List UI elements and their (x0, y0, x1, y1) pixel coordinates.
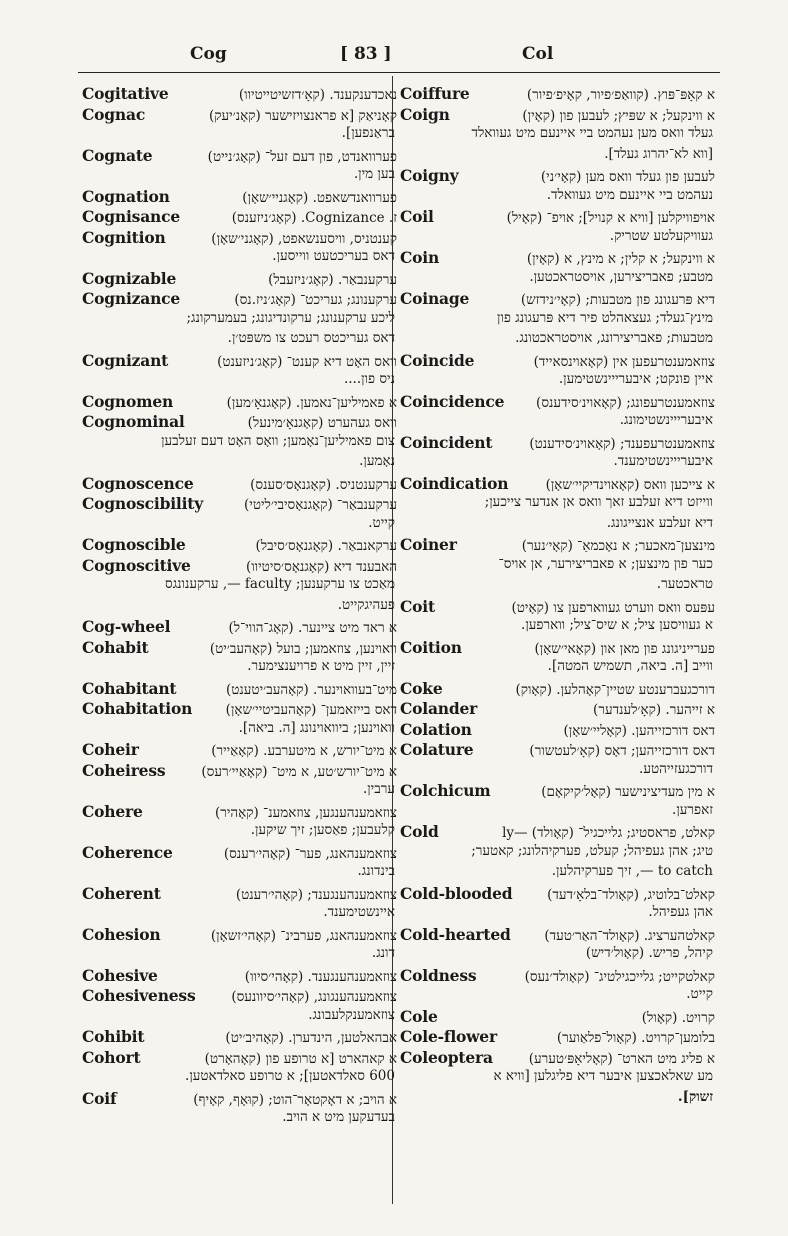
dictionary-entry (400, 781, 715, 822)
entry-first-line (400, 433, 715, 454)
headword: Coheiress (82, 760, 166, 780)
entry-first-line (400, 740, 715, 761)
headword: Cognac (82, 104, 146, 124)
definition-continuation: דאס בעריכטעט ווייסען. (272, 248, 395, 264)
dictionary-entry (82, 740, 397, 761)
headword: Cold-hearted (400, 924, 511, 944)
dictionary-entry (82, 228, 397, 269)
dictionary-entry (400, 638, 715, 679)
dictionary-entry (400, 474, 715, 536)
definition-continuation: מע שאלאכצען איבער דיא פליגלען [וויא א (493, 1068, 713, 1084)
headword: Coke (400, 678, 443, 698)
entry-first-line (82, 925, 397, 946)
left-column (82, 84, 397, 1130)
entry-first-line (400, 474, 715, 495)
headword: Cognizant (82, 350, 169, 370)
definition-continuation: ערבין. (362, 781, 395, 797)
definition-text: וואס געהערט (קאָגנאָ׳מינעל) (247, 415, 397, 431)
definition-continuation: א געוויסען ציל; א שיס־ציל; ווארפען. (521, 617, 713, 633)
dictionary-entry (82, 556, 397, 618)
definition-continuation: וואוינען; ביוואוינונג [ה. ביאה]. (238, 719, 395, 736)
definition-continuation: ניס פון.... (343, 371, 395, 387)
definition-continuation: מטבעות; פאבריצירונג, אויסטראכטונג. (515, 330, 713, 346)
headword: Coit (400, 596, 435, 616)
headword: Coinage (400, 289, 470, 308)
definition-text: א מין מעדיצינישער (קאָל׳קיקאָם) (541, 784, 715, 800)
dictionary-entry (82, 966, 397, 987)
entry-first-line (82, 884, 397, 905)
definition-continuation: קייט. (686, 986, 713, 1002)
definition-continuation: מטבע; פאבריצירען, אויסטראכטען. (529, 268, 713, 285)
dictionary-entry (82, 474, 397, 495)
dictionary-entry (400, 597, 715, 638)
dictionary-entry (82, 84, 397, 105)
entry-first-line (82, 761, 397, 782)
headword: Colation (400, 719, 472, 739)
entry-first-line (400, 392, 715, 413)
entry-first-line (82, 617, 397, 638)
dictionary-entry (400, 740, 715, 781)
dictionary-entry (82, 535, 397, 556)
entry-first-line (82, 638, 397, 659)
definition-continuation: צוזאמענקלעבונג. (308, 1006, 395, 1023)
definition-continuation: נעהמט ביי איינעם מיט געוואלד. (546, 186, 713, 203)
definition-text: א מיט־יורש׳טע, א מיט־ (קאָאַיי׳רעס) (201, 763, 397, 780)
dictionary-entry (82, 105, 397, 146)
definition-text: קאלטהערציג. (קאָולד־האַר׳טעד) (544, 927, 715, 944)
header-rule (78, 72, 720, 73)
entry-first-line (82, 84, 397, 105)
definition-continuation: מאַכט צו ערקענען; faculty —, ערקענונגס (165, 576, 395, 592)
headword: Cole-flower (400, 1027, 497, 1046)
dictionary-entry (400, 699, 715, 720)
dictionary-entry (400, 1048, 715, 1110)
dictionary-entry (400, 166, 715, 207)
definition-continuation: ליכע ערקענונג; ערקונדיגונג; בעמערקונג; (186, 309, 395, 326)
dictionary-entry (400, 351, 715, 392)
definition-text: קאלטקייט; גלייכגילטיג־ (קאָולד׳נעס) (524, 968, 715, 985)
definition-text: וואוינען, צוזאמען; בועל (קאָהעב׳יט) (209, 640, 397, 657)
entry-first-line (82, 1027, 397, 1048)
dictionary-entry (82, 494, 397, 535)
definition-text: צוזאמענטרעפענד; (קאָאוינ׳סידענט) (529, 435, 715, 452)
definition-text: דאס בייזאמען־ (קאָהעביטיי׳שאָן) (225, 702, 397, 718)
entry-first-line (82, 699, 397, 720)
definition-text: לעבען פון געלד וואס מען (קאָי׳ני) (540, 169, 715, 185)
headword: Coherent (82, 883, 161, 903)
definition-text: א הויב; א דאָקטאָר־הוט; (קוּאָף, קאָיף) (193, 1091, 397, 1108)
entry-first-line (400, 638, 715, 659)
entry-first-line (82, 740, 397, 761)
headword: Cognizance (82, 289, 181, 308)
entry-first-line (400, 207, 715, 228)
entry-first-line (400, 1027, 715, 1048)
dictionary-entry (82, 884, 397, 925)
definition-continuation: בראַנפען]. (341, 125, 395, 141)
headword: Coleoptera (400, 1047, 493, 1067)
headword: Coldness (400, 965, 477, 985)
headword: Colature (400, 740, 474, 759)
headword: Cognoscibility (82, 494, 204, 513)
definition-continuation: זיין, זיין מיט א פרויענצימער. (247, 658, 395, 674)
headword: Cohabit (82, 637, 149, 657)
dictionary-entry (82, 351, 397, 392)
definition-continuation: דורכגעזייהטע. (639, 760, 713, 777)
definition-text: צוזאמענהענגענד. (קאָהי׳סיוו) (244, 968, 397, 985)
definition-continuation: איין פונקט; איבערייינשטימען. (558, 371, 713, 387)
definition-continuation: אהן געפיהל. (648, 904, 713, 920)
definition-text: א מיט־יורש, א מיטערבע. (קאָאַייר) (211, 743, 397, 759)
definition-text: האבענד דיא (קאָגנאָס׳סיטיוו) (245, 558, 397, 575)
definition-continuation: מינץ־געלד; געצאהלט פיר דיא פּרעגונג פון (497, 309, 713, 326)
definition-text: דאס דורכזייהען. (קאָליי׳שאָן) (563, 722, 715, 739)
dictionary-entry (82, 802, 397, 843)
definition-text: מינצען־מאכער; א נאָכמאַ־ (קאָי׳נער) (521, 538, 715, 554)
entry-first-line (82, 207, 397, 228)
entry-first-line (82, 105, 397, 126)
definition-continuation: איבערייינשטימענד. (613, 453, 713, 469)
entry-first-line (82, 269, 397, 290)
headword: Coheir (82, 740, 139, 759)
dictionary-entry (400, 925, 715, 966)
dictionary-entry (82, 392, 397, 413)
definition-text: א זייהער. (קאָ׳לענדער) (593, 702, 715, 718)
definition-continuation: איבערייינשטימונג. (619, 412, 713, 428)
headword: Coigny (400, 166, 459, 185)
headword: Cohere (82, 801, 143, 821)
headword: Cold (400, 822, 439, 841)
entry-first-line (82, 1048, 397, 1069)
headword: Cohesiveness (82, 986, 196, 1005)
headword: Coition (400, 637, 462, 657)
definition-continuation: כער פון מינצען; א פאבריצירער, אן אויס־ (498, 555, 713, 572)
entry-first-line (400, 248, 715, 269)
definition-text: וואס האָט דיא קענט־ (קאָג׳ניזענט) (217, 353, 397, 370)
definition-continuation: זאפרען. (672, 801, 713, 818)
headword: Coincide (400, 350, 475, 370)
entry-first-line (82, 474, 397, 495)
entry-first-line (400, 289, 715, 310)
headword: Coin (400, 248, 440, 267)
entry-first-line (400, 966, 715, 987)
dictionary-entry (400, 433, 715, 474)
definition-text: קרויט. (קאָול) (641, 1009, 715, 1026)
headword: Cognomen (82, 391, 174, 411)
definition-text: קאלט־בלוטיג, (קאָולד־בלאָ׳דעד) (547, 886, 715, 903)
definition-text: צוזאמענהענגונג, (קאָהי׳סיוונעס) (231, 989, 397, 1005)
definition-text: ערקענונג; געריכט־ (קאָג׳ניז.נס) (234, 292, 397, 308)
dictionary-entry (82, 638, 397, 679)
dictionary-entry (400, 966, 715, 1007)
definition-text: אבהאלטען, הינדערן. (קאָהיב׳יט) (225, 1030, 397, 1046)
headword: Cognate (82, 145, 153, 165)
dictionary-entry (82, 843, 397, 884)
definition-text: א פליג מיט הארט־ (קאָליאָפּ׳טערע) (528, 1050, 715, 1067)
entry-first-line (400, 351, 715, 372)
definition-continuation: דונג. (371, 945, 395, 961)
definition-text: צוזאמענהענגען, צוזאמענ־ (קאָהיר) (214, 804, 397, 821)
entry-first-line (82, 392, 397, 413)
right-column (400, 84, 715, 1109)
definition-text: קאלט, פראסטיג; גלייכגיל־ (קאָולד) —ly (502, 825, 715, 841)
definition-continuation: פעהיגקייט. (337, 596, 395, 613)
definition-text: קענטניס, וויסענשאפט, (קאָגני׳שאָן) (211, 230, 397, 247)
dictionary-entry (400, 884, 715, 925)
entry-first-line (82, 679, 397, 700)
headword: Cognoscible (82, 535, 186, 554)
definition-continuation: בינדונג. (357, 863, 395, 879)
entry-first-line (82, 351, 397, 372)
entry-first-line (82, 1089, 397, 1110)
definition-text: א קאָפּ־פּוץ. (קוואַפ׳פיור, קאָיפ׳פיור) (526, 87, 715, 103)
definition-continuation: [ווא לא־יהרוג געלד]. (604, 145, 713, 162)
entry-first-line (82, 289, 397, 310)
headword: Cole (400, 1006, 438, 1026)
headword: Coif (82, 1088, 117, 1108)
dictionary-entry (400, 679, 715, 700)
definition-text: א פאמיליען־נאמען. (קאָגנאָ׳מען) (226, 394, 397, 411)
definition-continuation: קלעבען; פאַסען; זיך שיקען. (250, 822, 395, 838)
running-head-right: Col (522, 44, 554, 64)
headword: Coincident (400, 432, 493, 452)
definition-continuation: to catch —, זיך פערקיהלען. (551, 863, 713, 879)
entry-first-line (82, 802, 397, 823)
definition-text: פערוואנדט, פון דעם זעל־ (קאָג׳נייט) (207, 148, 397, 165)
headword: Cog-wheel (82, 617, 171, 636)
definition-text: פערוואנדשאפט. (קאָגניי׳שאָן) (242, 189, 397, 206)
headword: Cohort (82, 1047, 141, 1067)
entry-first-line (82, 843, 397, 864)
headword: Colchicum (400, 781, 491, 800)
entry-first-line (82, 228, 397, 249)
headword: Coherence (82, 842, 173, 862)
headword: Coindication (400, 473, 509, 493)
entry-first-line (400, 884, 715, 905)
definition-continuation: נאָמען. (359, 453, 395, 469)
dictionary-entry (82, 761, 397, 802)
dictionary-entry (400, 392, 715, 433)
definition-text: דורכגעברענטע שטיין־קאָהלען. (קאָוק) (515, 681, 715, 698)
dictionary-entry (400, 84, 715, 105)
definition-text: צוזאמענהאנג, פער־ (קאָהי׳רענס) (223, 845, 397, 862)
definition-continuation: זשוק]. (677, 1088, 713, 1105)
definition-continuation: 600 סאלדאטען]; א טרופע סאלדאטען. (185, 1068, 395, 1084)
headword: Cognizable (82, 268, 177, 288)
definition-text: נאכדענקענד. (קאָ׳דזשיטייטיוו) (238, 87, 397, 103)
running-head-left: Cog (190, 44, 227, 64)
dictionary-entry (82, 986, 397, 1027)
dictionary-entry (82, 187, 397, 208)
entry-first-line (400, 84, 715, 105)
definition-continuation: דאס געריכטס רעכט צו משפּט׳ן. (227, 330, 395, 346)
dictionary-entry (400, 535, 715, 597)
definition-text: א קאהארט [א טרופע פון (קאָהאָרט) (204, 1050, 397, 1067)
definition-continuation: ווייב [ה. ביאה, תשמיש המטה]. (547, 658, 713, 674)
definition-text: ז. Cognizance. (קאָג׳ניזענס) (231, 210, 397, 226)
definition-continuation: געלד וואס מען נעהמט ביי איינעם מיט געוואלד (471, 125, 713, 141)
headword: Coiner (400, 535, 457, 554)
dictionary-entry (82, 289, 397, 351)
dictionary-entry (400, 720, 715, 741)
definition-continuation: טיג; אהן געפיהל; קעלט, פערקיהלונג; קאטער; (471, 842, 713, 859)
entry-first-line (82, 146, 397, 167)
dictionary-entry (82, 1089, 397, 1130)
headword: Colander (400, 699, 478, 718)
page-header (78, 44, 718, 74)
dictionary-entry (400, 289, 715, 351)
dictionary-entry (82, 207, 397, 228)
definition-continuation: ווייזט דיא זעלבע זאך וואס אן אנדער צייכען; (484, 494, 713, 510)
definition-text: צוזאמענטרעפונג; (קאָאוינ׳סידענס) (536, 394, 715, 411)
entry-first-line (82, 187, 397, 208)
definition-text: ערקענבאַר. (קאָג׳ניזעבל) (268, 271, 397, 288)
definition-continuation: צום פאמיליען־נאָמען; וואָס האָט דעם זעלבען (161, 432, 395, 449)
dictionary-entry (82, 269, 397, 290)
headword: Cognominal (82, 412, 185, 431)
definition-continuation: בען מין. (353, 166, 395, 182)
definition-continuation: קיהל, פריש. (קאָול׳דיש) (585, 945, 713, 961)
definition-text: מיט־בעוואוינער. (קאָהעב׳יטענט) (225, 681, 397, 698)
definition-continuation: דיא זעלבע אנצייגונג. (606, 514, 713, 531)
dictionary-entry (82, 146, 397, 187)
headword: Coil (400, 207, 434, 226)
headword: Cognoscitive (82, 555, 191, 575)
definition-text: א צייכען וואס (קאָאוינדיקיי׳שאָן) (545, 476, 715, 493)
definition-continuation: איינשטימענד. (323, 904, 395, 920)
dictionary-entry (82, 412, 397, 474)
headword: Cohabitation (82, 699, 193, 718)
dictionary-entry (400, 207, 715, 248)
entry-first-line (400, 166, 715, 187)
headword: Cohabitant (82, 678, 177, 698)
entry-first-line (400, 597, 715, 618)
definition-text: צוזאמענטרעפען אין (קאָאוינסאייד) (533, 353, 715, 370)
dictionary-entry (82, 925, 397, 966)
definition-text: פערייניגונג פון מאן און (קאָאי׳שאָן) (534, 640, 715, 657)
entry-first-line (400, 720, 715, 741)
headword: Coign (400, 104, 450, 124)
entry-first-line (400, 925, 715, 946)
dictionary-entry (400, 1007, 715, 1028)
page-number: [ 83 ] (340, 44, 392, 64)
entry-first-line (400, 699, 715, 720)
definition-text: ערקענבאַר־ (קאָגנאָסיבי׳ליטי) (244, 497, 397, 513)
headword: Cognition (82, 227, 166, 247)
headword: Cognation (82, 186, 170, 206)
entry-first-line (82, 966, 397, 987)
headword: Coiffure (400, 84, 470, 103)
definition-text: עפּעס וואס ווערט געווארפען צו (קאָיט) (511, 599, 715, 616)
entry-first-line (82, 412, 397, 433)
definition-text: דאס דורכזייהען; דאָס (קאָ׳לעטשור) (529, 743, 715, 759)
definition-text: ערקאנבאַר. (קאָגנאָס׳סיבל) (255, 538, 397, 554)
entry-first-line (82, 556, 397, 577)
headword: Cohesion (82, 924, 161, 944)
definition-text: א ראד מיט ציינער. (קאָג־הווי־ל) (228, 620, 397, 636)
entry-first-line (82, 494, 397, 515)
definition-continuation: טראכטער. (656, 576, 713, 592)
dictionary-entry (400, 248, 715, 289)
definition-text: קאָניאַק [א פראנצויזישער (קאָנ׳יעק) (209, 107, 397, 124)
headword: Cogitative (82, 84, 169, 103)
entry-first-line (400, 822, 715, 843)
dictionary-entry (400, 1027, 715, 1048)
dictionary-entry (82, 1048, 397, 1089)
entry-first-line (82, 535, 397, 556)
headword: Cohibit (82, 1027, 145, 1046)
dictionary-entry (400, 105, 715, 167)
definition-text: דיא פּרעגונג פון מטבעות; (קאָי׳נידזש) (520, 292, 715, 308)
definition-continuation: קייט. (368, 514, 395, 531)
entry-first-line (400, 781, 715, 802)
entry-first-line (400, 105, 715, 126)
definition-text: ערקענטניס. (קאָגנאָס׳סענס) (250, 476, 397, 493)
definition-text: א ווינקעל; א שפּיץ; לעבען פון (קאָין) (522, 107, 715, 124)
definition-text: צוזאמענהענגענד; (קאָהי׳רענט) (235, 886, 397, 903)
dictionary-entry (82, 617, 397, 638)
entry-first-line (400, 1007, 715, 1028)
headword: Cohesive (82, 965, 158, 985)
entry-first-line (400, 1048, 715, 1069)
definition-text: אויפוויקלען [וויא א קנויל]; אויפ־ (קאָיל) (506, 210, 715, 226)
entry-first-line (400, 535, 715, 556)
definition-continuation: בעדעקען מיט א הויב. (282, 1109, 395, 1125)
headword: Cognoscence (82, 473, 194, 493)
dictionary-entry (82, 679, 397, 700)
definition-text: צוזאמענהאנג, פערבינ־ (קאָהי׳זשאָן) (210, 927, 397, 944)
definition-text: בלומען־קרויט. (קאָול־פלאַוער) (556, 1030, 715, 1046)
entry-first-line (400, 679, 715, 700)
dictionary-entry (400, 822, 715, 884)
entry-first-line (82, 986, 397, 1007)
headword: Cognisance (82, 207, 181, 226)
headword: Cold-blooded (400, 883, 513, 903)
dictionary-entry (82, 699, 397, 740)
dictionary-entry (82, 1027, 397, 1048)
definition-text: א ווינקעל; א קלין; א מינץ, א (קאָין) (526, 251, 715, 267)
definition-continuation: געוויקעלטע שטריק. (609, 227, 713, 244)
headword: Coincidence (400, 391, 505, 411)
